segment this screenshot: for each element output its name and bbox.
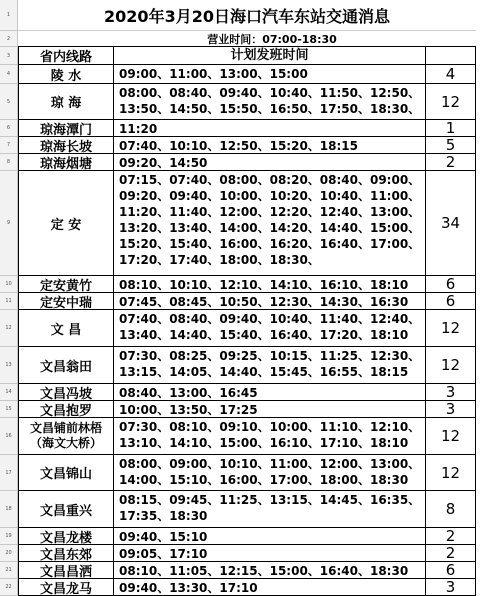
route-row [0, 545, 480, 562]
route-times: 07:15、07:40、08:00、08:20、08:40、09:00、 09:20、09:40、10:00、10:20、10:40、11:00、 11:20、11:40、12:00、12:20、12:40、13:00、 13:20、13:40、14:00、14:20、14:40、15:00、 15:20、15:40、16:00、16:20、16:40、17:00、 17:20、17:40、18:00、18:30、 [114, 171, 426, 276]
row-number[interactable]: 13 [0, 347, 18, 384]
route-times: 07:40、08:40、09:40、10:40、11:40、12:40、 13:40、14:40、15:40、16:40、17:20、18:10 [114, 310, 426, 347]
route-name: 琼海烟塘 [18, 154, 114, 171]
route-count: 2 [426, 154, 476, 171]
route-row [0, 384, 480, 401]
route-name: 文昌翁田 [18, 347, 114, 384]
route-times: 09:00、11:00、13:00、15:00 [114, 65, 426, 84]
route-count: 12 [426, 418, 476, 455]
route-row [0, 562, 480, 579]
route-times: 08:10、10:10、12:10、14:10、16:10、18:10 [114, 276, 426, 293]
route-times: 10:00、13:50、17:25 [114, 401, 426, 418]
row-number[interactable]: 8 [0, 154, 18, 171]
route-name: 文昌东郊 [18, 545, 114, 562]
route-row [0, 276, 480, 293]
route-count: 6 [426, 562, 476, 579]
route-count: 3 [426, 579, 476, 596]
route-times: 08:00、09:00、10:10、11:00、12:00、13:00、 14:00、15:10、16:00、17:00、18:00、18:30 [114, 455, 426, 491]
route-count: 12 [426, 310, 476, 347]
row-number[interactable]: 12 [0, 310, 18, 347]
route-count: 3 [426, 384, 476, 401]
route-name: 文昌冯坡 [18, 384, 114, 401]
route-name: 文昌龙楼 [18, 528, 114, 545]
row-number[interactable]: 14 [0, 384, 18, 401]
route-name: 定 安 [18, 171, 114, 276]
row-number[interactable]: 2 [0, 31, 18, 47]
route-name: 陵 水 [18, 65, 114, 84]
route-times: 11:20 [114, 120, 426, 137]
route-row [0, 455, 480, 491]
route-times: 08:15、09:45、11:25、13:15、14:45、16:35、 17:35、18:30 [114, 491, 426, 528]
route-name: 文昌龙马 [18, 579, 114, 596]
route-name: 定安中瑞 [18, 293, 114, 310]
route-name: 琼海潭门 [18, 120, 114, 137]
route-count: 34 [426, 171, 476, 276]
route-name: 文昌昌洒 [18, 562, 114, 579]
route-count: 3 [426, 401, 476, 418]
route-row [0, 528, 480, 545]
row-number[interactable]: 16 [0, 418, 18, 455]
row-number[interactable]: 20 [0, 545, 18, 562]
sheet-title: 2020年3月20日海口汽车东站交通消息 [18, 0, 476, 31]
route-row [0, 137, 480, 154]
business-hours: 营业时间：07:00-18:30 [18, 31, 476, 47]
row-number[interactable]: 21 [0, 562, 18, 579]
row-number[interactable]: 22 [0, 579, 18, 596]
route-row [0, 171, 480, 276]
route-row [0, 491, 480, 528]
row-number[interactable]: 18 [0, 491, 18, 528]
row-number[interactable]: 5 [0, 84, 18, 120]
row-number[interactable]: 9 [0, 171, 18, 276]
row-number[interactable]: 6 [0, 120, 18, 137]
route-count: 4 [426, 65, 476, 84]
row-number[interactable]: 19 [0, 528, 18, 545]
route-times: 08:10、11:05、12:15、15:00、16:40、18:30 [114, 562, 426, 579]
header-count [426, 47, 476, 65]
route-row [0, 401, 480, 418]
header-route: 省内线路 [18, 47, 114, 65]
route-count: 1 [426, 120, 476, 137]
route-count: 12 [426, 455, 476, 491]
route-times: 07:45、08:45、10:50、12:30、14:30、16:30 [114, 293, 426, 310]
row-number[interactable]: 17 [0, 455, 18, 491]
route-times: 08:40、13:00、16:45 [114, 384, 426, 401]
route-row [0, 154, 480, 171]
header-schedule: 计划发班时间 [114, 47, 426, 65]
route-count: 8 [426, 491, 476, 528]
route-times: 09:20、14:50 [114, 154, 426, 171]
row-number[interactable]: 4 [0, 65, 18, 84]
route-count: 6 [426, 293, 476, 310]
row-number[interactable]: 3 [0, 47, 18, 65]
route-row [0, 579, 480, 596]
row-number[interactable]: 1 [0, 0, 18, 31]
route-row [0, 120, 480, 137]
route-count: 2 [426, 528, 476, 545]
route-row [0, 65, 480, 84]
route-row [0, 347, 480, 384]
route-count: 12 [426, 84, 476, 120]
route-row [0, 418, 480, 455]
title-row [0, 0, 480, 31]
route-table-body [0, 65, 480, 596]
route-name: 定安黄竹 [18, 276, 114, 293]
row-number[interactable]: 15 [0, 401, 18, 418]
route-count: 12 [426, 347, 476, 384]
route-row [0, 84, 480, 120]
route-times: 07:30、08:25、09:25、10:15、11:25、12:30、 13:15、14:05、14:40、15:45、16:55、18:15 [114, 347, 426, 384]
route-count: 2 [426, 545, 476, 562]
route-name: 文昌锦山 [18, 455, 114, 491]
row-number[interactable]: 10 [0, 276, 18, 293]
route-name: 文昌抱罗 [18, 401, 114, 418]
route-name: 文昌铺前林梧 （海文大桥） [18, 418, 114, 455]
route-times: 07:30、08:10、09:10、10:00、11:10、12:10、 13:10、14:10、15:00、16:10、17:10、18:10 [114, 418, 426, 455]
route-name: 琼 海 [18, 84, 114, 120]
route-times: 07:40、10:10、12:50、15:20、18:15 [114, 137, 426, 154]
route-row [0, 310, 480, 347]
route-times: 09:40、13:30、17:10 [114, 579, 426, 596]
hours-row [0, 31, 480, 47]
route-times: 08:00、08:40、09:40、10:40、11:50、12:50、 13:50、14:50、15:50、16:50、17:50、18:30、 [114, 84, 426, 120]
row-number[interactable]: 11 [0, 293, 18, 310]
row-number[interactable]: 7 [0, 137, 18, 154]
route-name: 文昌重兴 [18, 491, 114, 528]
route-count: 6 [426, 276, 476, 293]
route-times: 09:40、15:10 [114, 528, 426, 545]
route-row [0, 293, 480, 310]
route-times: 09:05、17:10 [114, 545, 426, 562]
header-row [0, 47, 480, 65]
route-name: 琼海长坡 [18, 137, 114, 154]
route-name: 文 昌 [18, 310, 114, 347]
route-count: 5 [426, 137, 476, 154]
